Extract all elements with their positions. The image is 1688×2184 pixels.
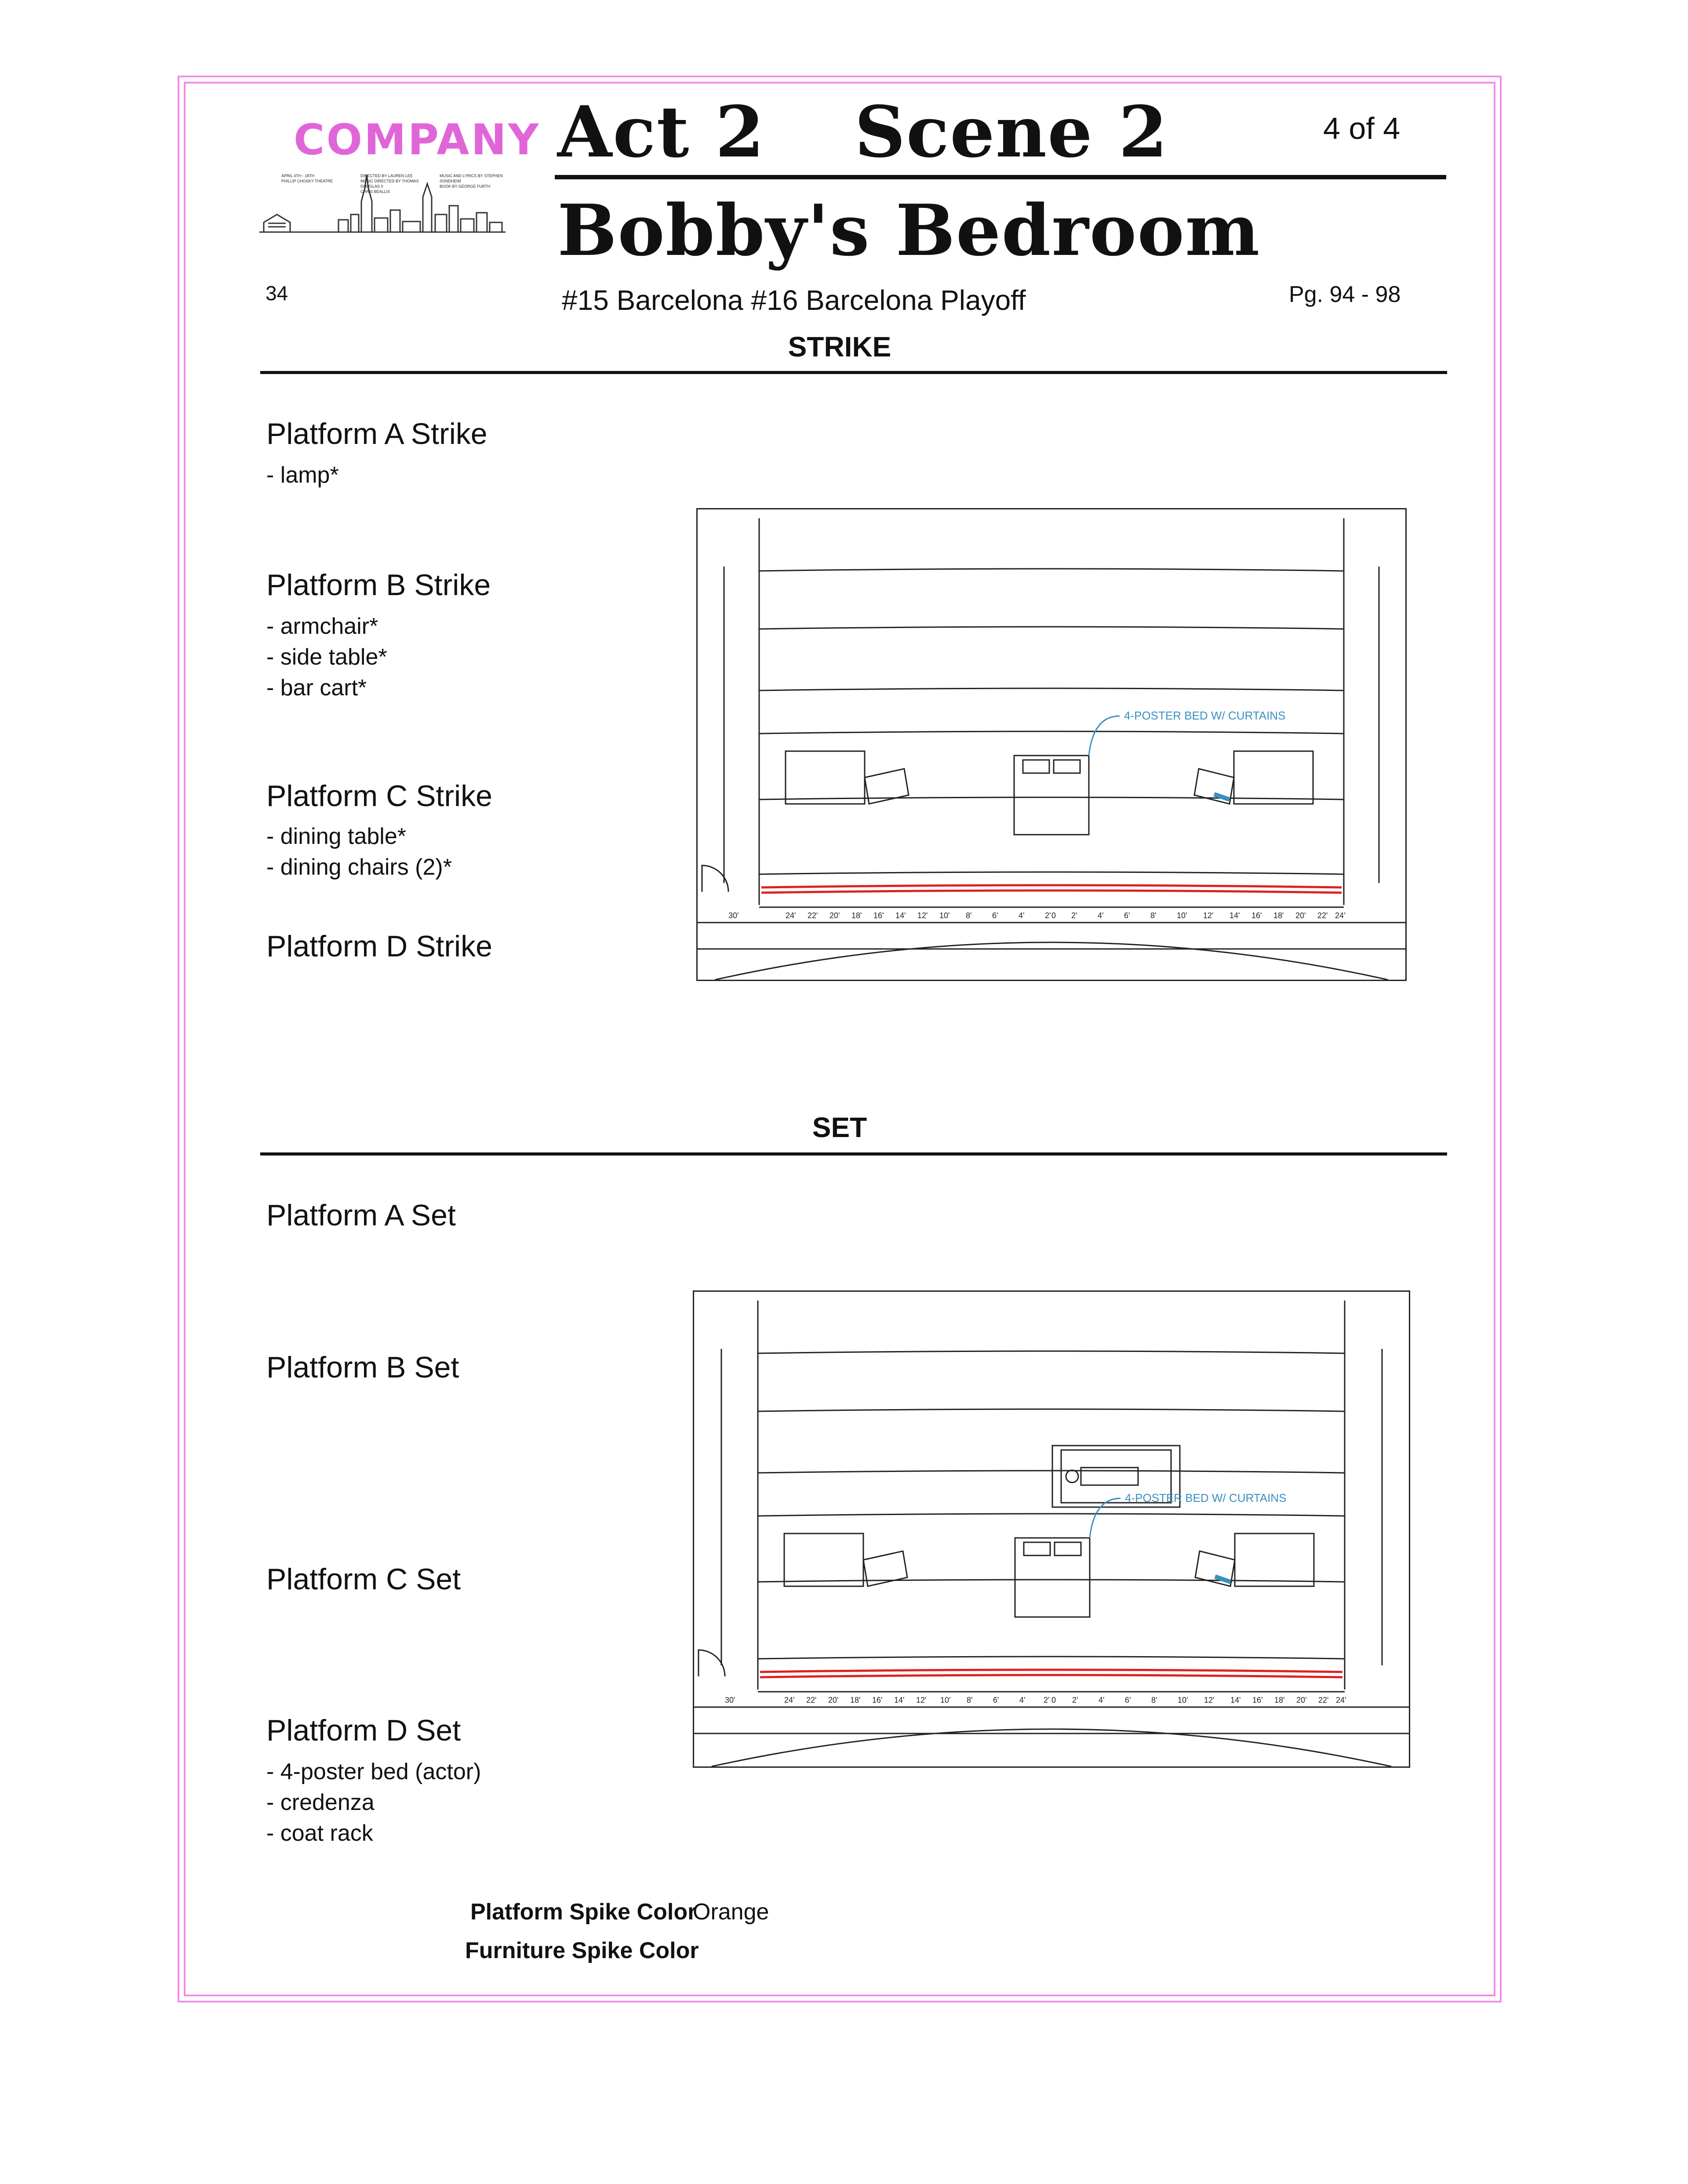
scale-mark: 30' xyxy=(728,911,739,920)
show-logo: COMPANY xyxy=(294,115,541,164)
scale-mark: 2' xyxy=(1045,911,1051,920)
scale-mark: 20' xyxy=(828,1696,839,1704)
set-heading: SET xyxy=(812,1112,867,1143)
scale-mark: 8' xyxy=(966,911,972,920)
scale-mark: 8' xyxy=(967,1696,973,1704)
scale-mark: 10' xyxy=(1178,1696,1188,1704)
strike-heading: STRIKE xyxy=(788,331,891,363)
scale-mark: 22' xyxy=(806,1696,817,1704)
scale-mark: 4' xyxy=(1099,1696,1105,1704)
scale-mark: 22' xyxy=(1318,1696,1329,1704)
spike-line xyxy=(761,885,1342,893)
scale-mark: 6' xyxy=(1124,911,1130,920)
set-divider xyxy=(260,1152,1447,1156)
scale-mark: 12' xyxy=(917,911,928,920)
credit-line: MUSIC AND LYRICS BY STEPHEN SONDHEIM xyxy=(440,174,503,183)
page-of-count: 4 of 4 xyxy=(1323,111,1401,145)
strike-platform-a-items xyxy=(266,460,339,491)
credit-line: CHRIS BEALLIS xyxy=(360,189,390,194)
credit-line: MUSIC DIRECTED BY THOMAS DOUGLAS II xyxy=(360,179,419,189)
platform-spike-label: Platform Spike Color xyxy=(470,1899,697,1925)
set-platform-d-items xyxy=(266,1756,481,1849)
script-pages: Pg. 94 - 98 xyxy=(1289,282,1401,307)
scale-mark: 4' xyxy=(1019,1696,1026,1704)
set-platform-b-heading: Platform B Set xyxy=(266,1351,459,1384)
set-ground-plan xyxy=(693,1290,1410,1768)
set-platform-a-heading: Platform A Set xyxy=(266,1199,456,1232)
scale-mark: 24' xyxy=(1336,1696,1346,1704)
scale-mark: 16' xyxy=(873,911,884,920)
set-platform-d-heading: Platform D Set xyxy=(266,1714,461,1747)
scene-title: Scene 2 xyxy=(855,91,1168,173)
strike-ground-plan xyxy=(696,508,1407,981)
list-item: - credenza xyxy=(266,1790,375,1815)
spike-line xyxy=(760,1670,1342,1677)
page-number: 34 xyxy=(266,282,288,305)
scale-mark: 12' xyxy=(916,1696,927,1704)
scale-mark: 18' xyxy=(850,1696,861,1704)
platform-spike-value: Orange xyxy=(693,1899,769,1925)
scale-mark: 6' xyxy=(1125,1696,1131,1704)
scale-mark: 18' xyxy=(851,911,862,920)
list-item: - bar cart* xyxy=(266,675,367,701)
scale-mark: 14' xyxy=(1230,911,1240,920)
credit-line: PHILLIP CHOSKY THEATRE xyxy=(281,179,333,183)
scale-mark: 8' xyxy=(1150,911,1157,920)
scale-mark: 10' xyxy=(1177,911,1187,920)
strike-platform-b-items xyxy=(266,611,387,703)
scale-mark: 18' xyxy=(1273,911,1284,920)
bed-callout: 4-POSTER BED W/ CURTAINS xyxy=(1125,1491,1287,1504)
scale-mark: 6' xyxy=(993,1696,999,1704)
strike-platform-a-heading: Platform A Strike xyxy=(266,417,487,451)
furniture-spike-label: Furniture Spike Color xyxy=(465,1938,699,1963)
scale-mark: 4' xyxy=(1019,911,1025,920)
title-divider xyxy=(555,175,1446,179)
scale-mark: 20' xyxy=(1295,911,1306,920)
scale-mark: 20' xyxy=(829,911,840,920)
credit-line: BOOK BY GEORGE FURTH xyxy=(440,184,491,189)
scale-mark: 8' xyxy=(1151,1696,1157,1704)
act-title: Act 2 xyxy=(557,91,765,173)
scale-mark: 22' xyxy=(1317,911,1328,920)
strike-platform-d-heading: Platform D Strike xyxy=(266,930,492,963)
scale-mark: 30' xyxy=(725,1696,735,1704)
list-item: - 4-poster bed (actor) xyxy=(266,1759,481,1784)
scale-mark: 0 xyxy=(1051,911,1056,920)
list-item: - dining table* xyxy=(266,824,406,849)
strike-platform-c-heading: Platform C Strike xyxy=(266,779,492,813)
scale-mark: 2' xyxy=(1072,1696,1078,1704)
scale-mark: 14' xyxy=(1230,1696,1241,1704)
scale-mark: 10' xyxy=(940,1696,951,1704)
scale-mark: 16' xyxy=(1251,911,1262,920)
scale-mark: 16' xyxy=(872,1696,883,1704)
scale-mark: 14' xyxy=(895,911,906,920)
ground-plan-svg xyxy=(694,1292,1409,1766)
scale-mark: 18' xyxy=(1274,1696,1285,1704)
scale-mark: 0 xyxy=(1051,1696,1056,1704)
scale-mark: 2' xyxy=(1044,1696,1050,1704)
bed-callout: 4-POSTER BED W/ CURTAINS xyxy=(1124,709,1286,722)
strike-platform-c-items xyxy=(266,821,452,883)
list-item: - dining chairs (2)* xyxy=(266,854,452,880)
list-item: - lamp* xyxy=(266,462,339,488)
scale-mark: 10' xyxy=(939,911,950,920)
location-title: Bobby's Bedroom xyxy=(557,189,1261,272)
scale-mark: 16' xyxy=(1252,1696,1263,1704)
scale-mark: 14' xyxy=(894,1696,905,1704)
scale-mark: 2' xyxy=(1071,911,1077,920)
scale-mark: 22' xyxy=(808,911,818,920)
list-item: - coat rack xyxy=(266,1821,373,1846)
scale-mark: 20' xyxy=(1296,1696,1307,1704)
scale-mark: 24' xyxy=(1335,911,1346,920)
credit-line: APRIL 4TH - 18TH xyxy=(281,174,315,178)
scale-mark: 24' xyxy=(784,1696,795,1704)
list-item: - side table* xyxy=(266,644,387,670)
strike-platform-b-heading: Platform B Strike xyxy=(266,568,491,602)
strike-divider xyxy=(260,371,1447,374)
set-platform-c-heading: Platform C Set xyxy=(266,1563,461,1596)
scale-mark: 12' xyxy=(1203,911,1214,920)
list-item: - armchair* xyxy=(266,614,378,639)
scale-mark: 12' xyxy=(1204,1696,1215,1704)
credit-line: DIRECTED BY LAUREN LEE xyxy=(360,174,413,178)
ground-plan-svg xyxy=(698,509,1405,980)
scale-mark: 6' xyxy=(992,911,998,920)
scale-mark: 4' xyxy=(1098,911,1104,920)
scale-mark: 24' xyxy=(786,911,796,920)
song-list: #15 Barcelona #16 Barcelona Playoff xyxy=(562,284,1026,316)
